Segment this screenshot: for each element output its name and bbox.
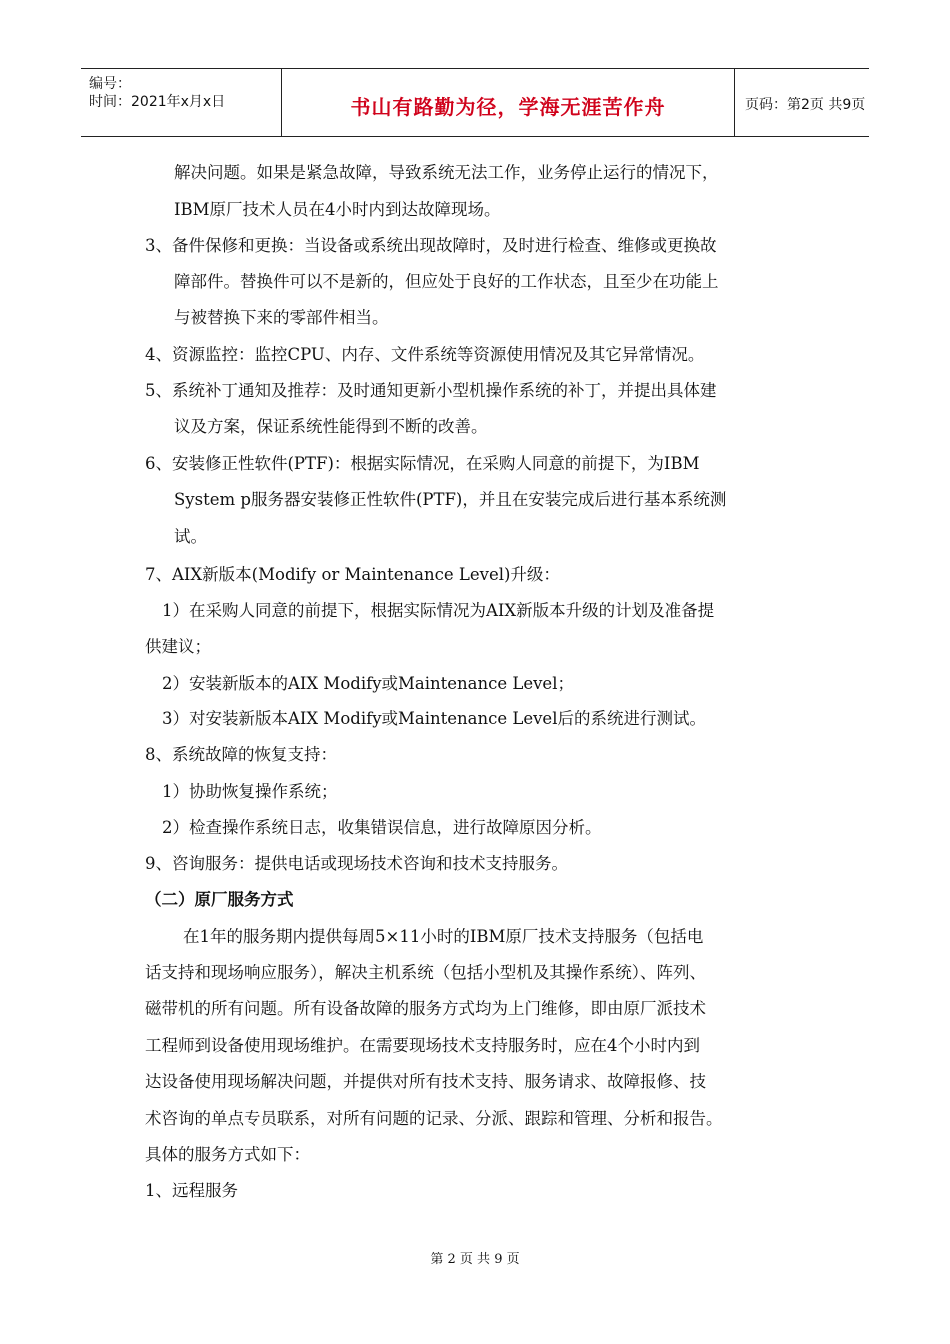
text-line: 与被替换下来的零部件相当。 bbox=[174, 308, 389, 327]
list-item: 8、系统故障的恢复支持： bbox=[145, 745, 337, 764]
header-middle-cell bbox=[282, 69, 735, 136]
paragraph-line: 磁带机的所有问题。所有设备故障的服务方式均为上门维修，即由原厂派技术 bbox=[145, 999, 706, 1018]
paragraph-line: 话支持和现场响应服务），解决主机系统（包括小型机及其操作系统）、阵列、 bbox=[145, 963, 706, 982]
section-heading: （二）原厂服务方式 bbox=[145, 890, 294, 909]
header-motto: 书山有路勤为径，学海无涯苦作舟 bbox=[350, 95, 666, 119]
sub-list-item: 1）在采购人同意的前提下，根据实际情况为AIX新版本升级的计划及准备提 bbox=[162, 601, 715, 620]
list-item: 6、安装修正性软件(PTF)：根据实际情况，在采购人同意的前提下，为IBM bbox=[145, 454, 700, 473]
text-line: 障部件。替换件可以不是新的，但应处于良好的工作状态，且至少在功能上 bbox=[174, 272, 719, 291]
document-number-label: 编号： bbox=[89, 76, 131, 92]
list-item: 7、AIX新版本(Modify or Maintenance Level)升级： bbox=[145, 565, 560, 584]
list-item: 4、资源监控：监控CPU、内存、文件系统等资源使用情况及其它异常情况。 bbox=[145, 345, 705, 364]
paragraph-line: 在1年的服务期内提供每周5×11小时的IBM原厂技术支持服务（包括电 bbox=[183, 927, 704, 946]
page-header bbox=[81, 68, 869, 137]
text-line: System p服务器安装修正性软件(PTF)，并且在安装完成后进行基本系统测 bbox=[174, 490, 727, 509]
text-line: IBM原厂技术人员在4小时内到达故障现场。 bbox=[174, 200, 501, 219]
list-item: 1、远程服务 bbox=[145, 1181, 238, 1200]
paragraph-line: 术咨询的单点专员联系，对所有问题的记录、分派、跟踪和管理、分析和报告。 bbox=[145, 1109, 723, 1128]
page-footer: 第 2 页 共 9 页 bbox=[430, 1252, 520, 1267]
list-item: 9、咨询服务：提供电话或现场技术咨询和技术支持服务。 bbox=[145, 854, 568, 873]
sub-list-item: 2）检查操作系统日志，收集错误信息，进行故障原因分析。 bbox=[162, 818, 602, 837]
sub-list-item: 3）对安装新版本AIX Modify或Maintenance Level后的系统进行测试。 bbox=[162, 709, 706, 728]
sub-list-item: 2）安装新版本的AIX Modify或Maintenance Level； bbox=[162, 674, 574, 693]
sub-list-item: 1）协助恢复操作系统； bbox=[162, 782, 338, 801]
list-item: 3、备件保修和更换：当设备或系统出现故障时，及时进行检查、维修或更换故 bbox=[145, 236, 717, 255]
paragraph-line: 具体的服务方式如下： bbox=[145, 1145, 310, 1164]
document-date: 时间：2021年x月x日 bbox=[89, 94, 226, 110]
paragraph-line: 达设备使用现场解决问题，并提供对所有技术支持、服务请求、故障报修、技 bbox=[145, 1072, 706, 1091]
header-left-cell bbox=[81, 69, 282, 136]
text-line: 供建议； bbox=[145, 637, 211, 656]
paragraph-line: 工程师到设备使用现场维护。在需要现场技术支持服务时，应在4个小时内到 bbox=[145, 1036, 700, 1055]
text-line: 解决问题。如果是紧急故障，导致系统无法工作，业务停止运行的情况下， bbox=[174, 163, 719, 182]
header-right-cell bbox=[735, 69, 869, 136]
text-line: 试。 bbox=[174, 527, 207, 546]
list-item: 5、系统补丁通知及推荐：及时通知更新小型机操作系统的补丁，并提出具体建 bbox=[145, 381, 717, 400]
text-line: 议及方案，保证系统性能得到不断的改善。 bbox=[174, 417, 488, 436]
header-page-number: 页码：第2页 共9页 bbox=[745, 97, 866, 113]
